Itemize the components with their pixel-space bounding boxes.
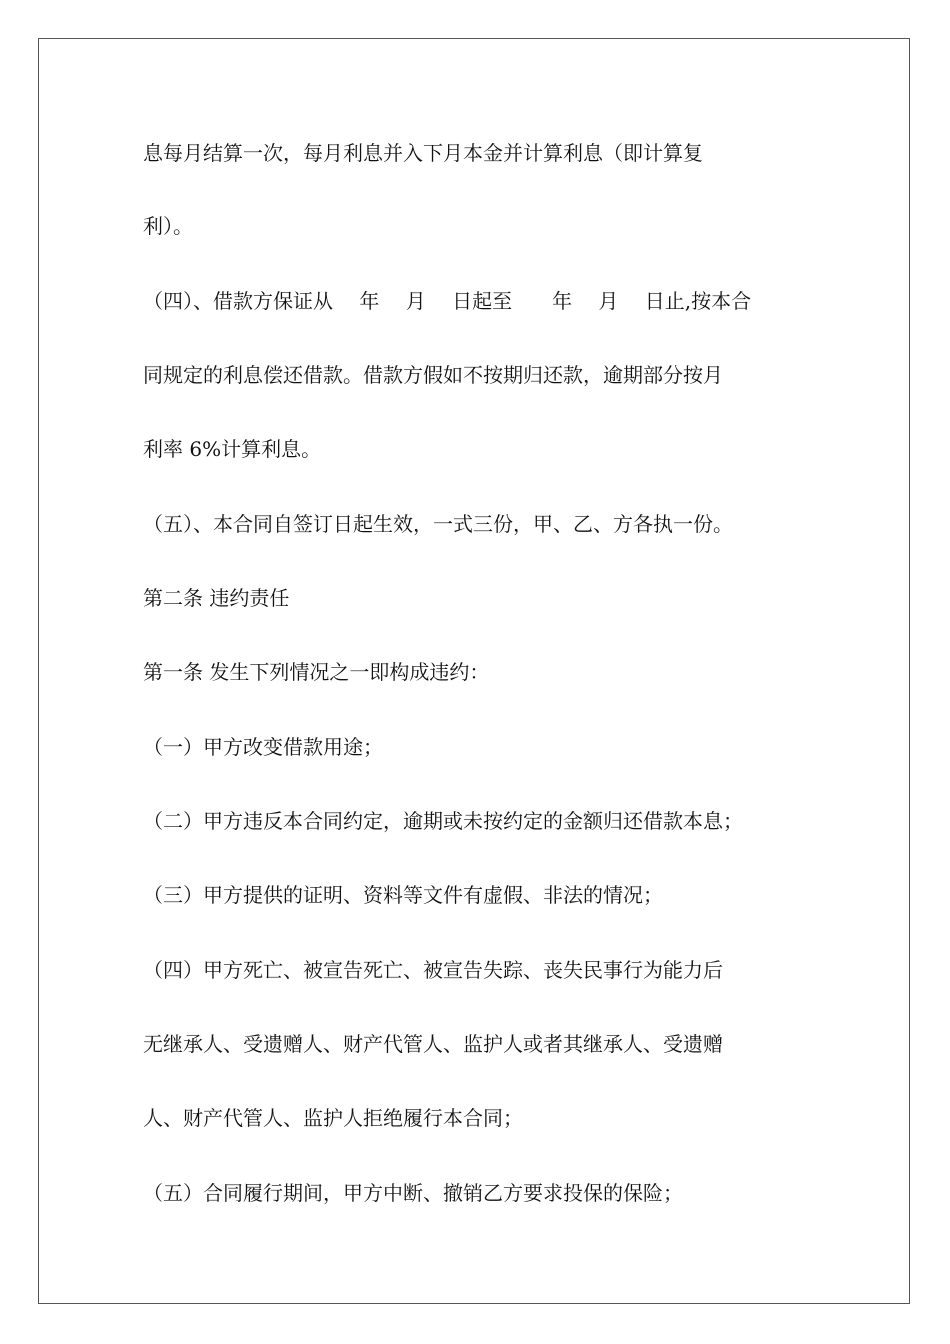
article-heading: 第二条 违约责任 (143, 586, 290, 610)
text-line-6: （五）、本合同自签订日起生效，一式三份，甲、乙、方各执一份。 (143, 512, 733, 536)
text-line-2: 利）。 (143, 214, 193, 238)
text-line-8: 第一条 发生下列情况之一即构成违约： (143, 660, 490, 684)
text-line-4: 同规定的利息偿还借款。借款方假如不按期归还款，逾期部分按月 (143, 363, 723, 387)
text-line-5: 利率 6%计算利息。 (143, 437, 322, 461)
text-line-9: （一）甲方改变借款用途； (143, 735, 383, 759)
text-line-3: （四）、借款方保证从 年 月 日起至 年 月 日止,按本合 (143, 289, 752, 313)
text-line-14: 人、财产代管人、监护人拒绝履行本合同； (143, 1106, 523, 1130)
text-line-12: （四）甲方死亡、被宣告死亡、被宣告失踪、丧失民事行为能力后 (143, 958, 723, 982)
text-line-15: （五）合同履行期间，甲方中断、撤销乙方要求投保的保险； (143, 1181, 683, 1205)
text-line-11: （三）甲方提供的证明、资料等文件有虚假、非法的情况； (143, 883, 663, 907)
text-line-10: （二）甲方违反本合同约定，逾期或未按约定的金额归还借款本息； (143, 809, 743, 833)
text-line-13: 无继承人、受遗赠人、财产代管人、监护人或者其继承人、受遗赠 (143, 1032, 723, 1056)
text-line-1: 息每月结算一次，每月利息并入下月本金并计算利息（即计算复 (143, 141, 703, 165)
